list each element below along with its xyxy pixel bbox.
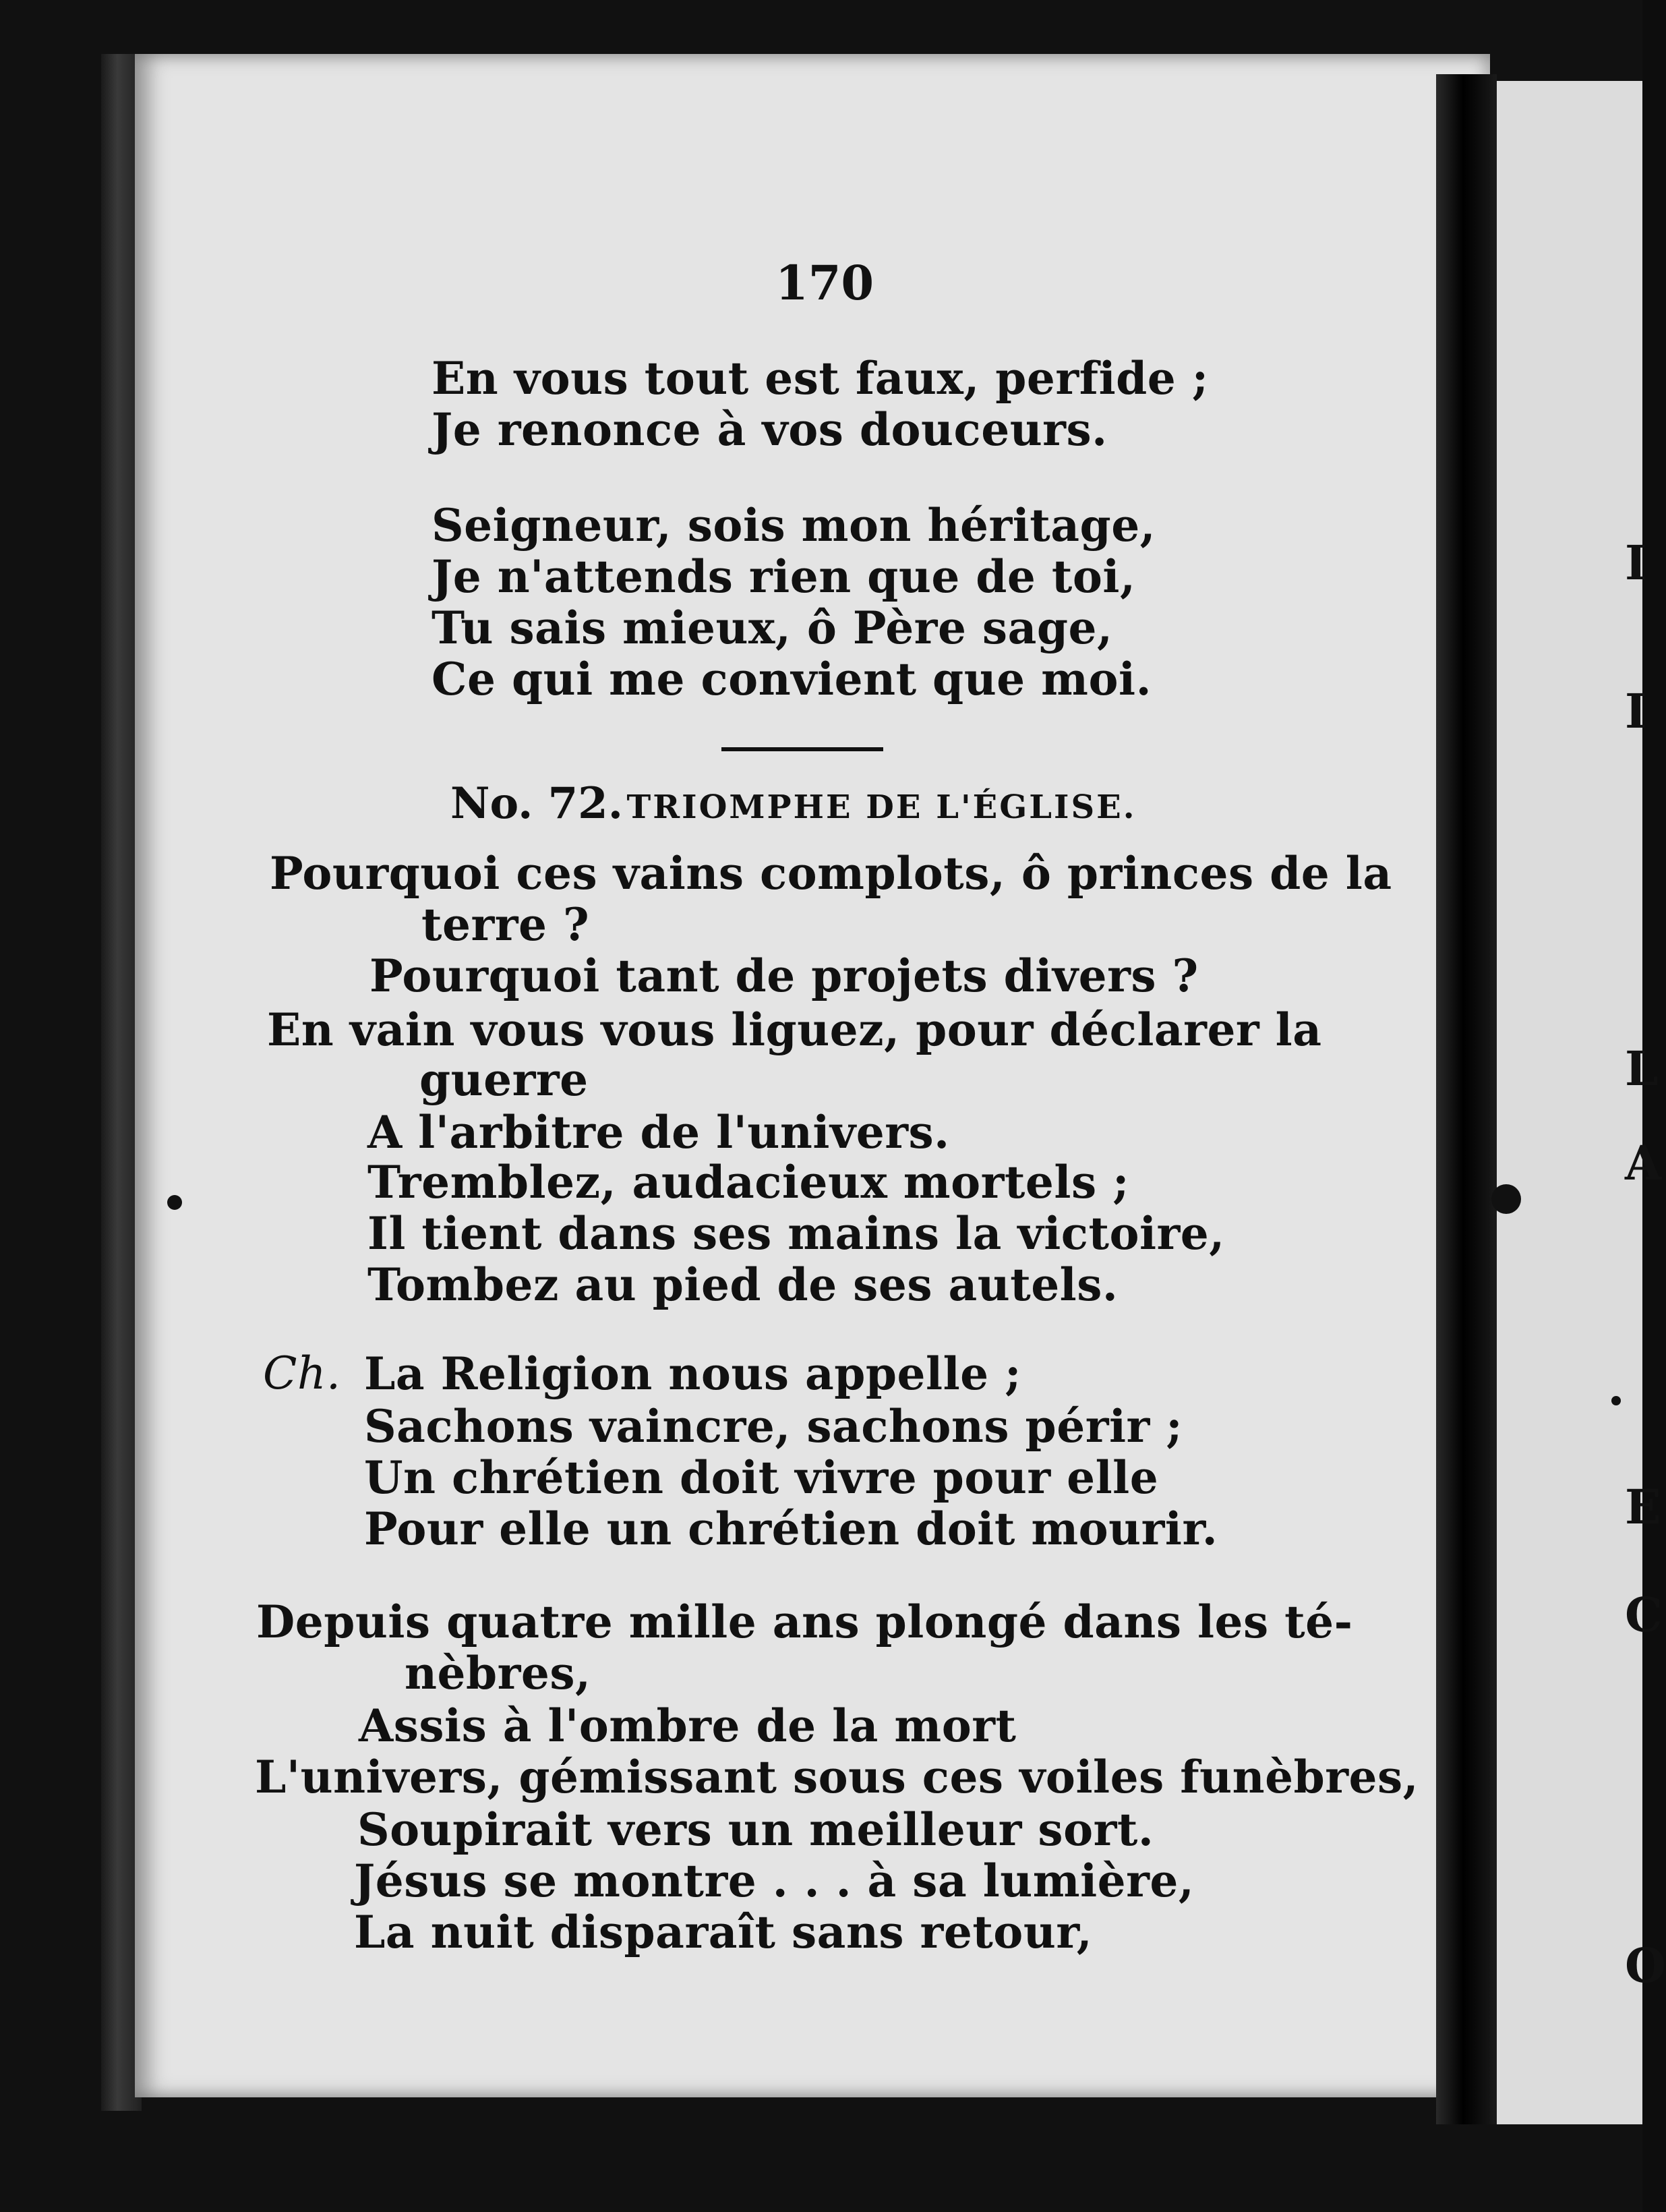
stanza-line: Je n'attends rien que de toi, — [432, 550, 1136, 603]
verse-line: La nuit disparaît sans retour, — [354, 1906, 1093, 1958]
section-divider — [721, 747, 883, 751]
stanza-line: Tu sais mieux, ô Père sage, — [432, 602, 1113, 654]
facing-page-letter: A — [1625, 1135, 1662, 1191]
stanza-line: En vous tout est faux, perfide ; — [432, 352, 1209, 405]
verse-line: terre ? — [421, 898, 590, 951]
page-number: 170 — [775, 255, 874, 311]
chorus-line: La Religion nous appelle ; — [364, 1347, 1021, 1400]
verse-line: Pourquoi tant de projets divers ? — [369, 950, 1199, 1002]
verse-line: Pourquoi ces vains complots, ô princes de la — [270, 847, 1392, 900]
stanza-line: Ce qui me convient que moi. — [432, 653, 1152, 705]
verse-line: Tremblez, audacieux mortels ; — [367, 1156, 1129, 1209]
verse-line: Jésus se montre . . . à sa lumière, — [354, 1855, 1195, 1907]
stanza-line: Je renonce à vos douceurs. — [432, 403, 1108, 456]
chorus-line: Un chrétien doit vivre pour elle — [364, 1451, 1159, 1504]
verse-line: Soupirait vers un meilleur sort. — [357, 1803, 1154, 1856]
facing-page-letter: I — [1625, 535, 1647, 591]
facing-page-letter: I — [1625, 683, 1647, 739]
verse-line: Il tient dans ses mains la victoire, — [367, 1207, 1225, 1260]
scan-speck — [1491, 1184, 1521, 1214]
verse-line: guerre — [419, 1053, 589, 1106]
scan-speck — [167, 1195, 182, 1210]
hymn-heading — [450, 778, 1137, 829]
hymn-title: TRIOMPHE DE L'ÉGLISE. — [626, 788, 1137, 826]
facing-page-letter: C — [1625, 1587, 1663, 1643]
scan-speck — [1611, 1396, 1621, 1405]
verse-line: nèbres, — [405, 1647, 591, 1699]
verse-line: A l'arbitre de l'univers. — [367, 1106, 950, 1159]
chorus-line: Pour elle un chrétien doit mourir. — [364, 1503, 1218, 1555]
facing-page-letter: E — [1625, 1479, 1661, 1535]
verse-line: L'univers, gémissant sous ces voiles funèbres, — [255, 1751, 1419, 1803]
verse-line: Assis à l'ombre de la mort — [359, 1699, 1017, 1752]
hymn-number: No. 72. — [450, 778, 623, 829]
facing-page-letter: L — [1625, 1041, 1659, 1097]
stanza-line: Seigneur, sois mon héritage, — [432, 499, 1156, 552]
verse-line: Tombez au pied de ses autels. — [367, 1258, 1119, 1311]
chorus-label: Ch. — [263, 1347, 341, 1399]
chorus-line: Sachons vaincre, sachons périr ; — [364, 1400, 1183, 1453]
facing-page-letter: O — [1625, 1938, 1666, 1993]
verse-line: En vain vous vous liguez, pour déclarer la — [267, 1003, 1322, 1056]
verse-line: Depuis quatre mille ans plongé dans les té- — [256, 1596, 1353, 1648]
